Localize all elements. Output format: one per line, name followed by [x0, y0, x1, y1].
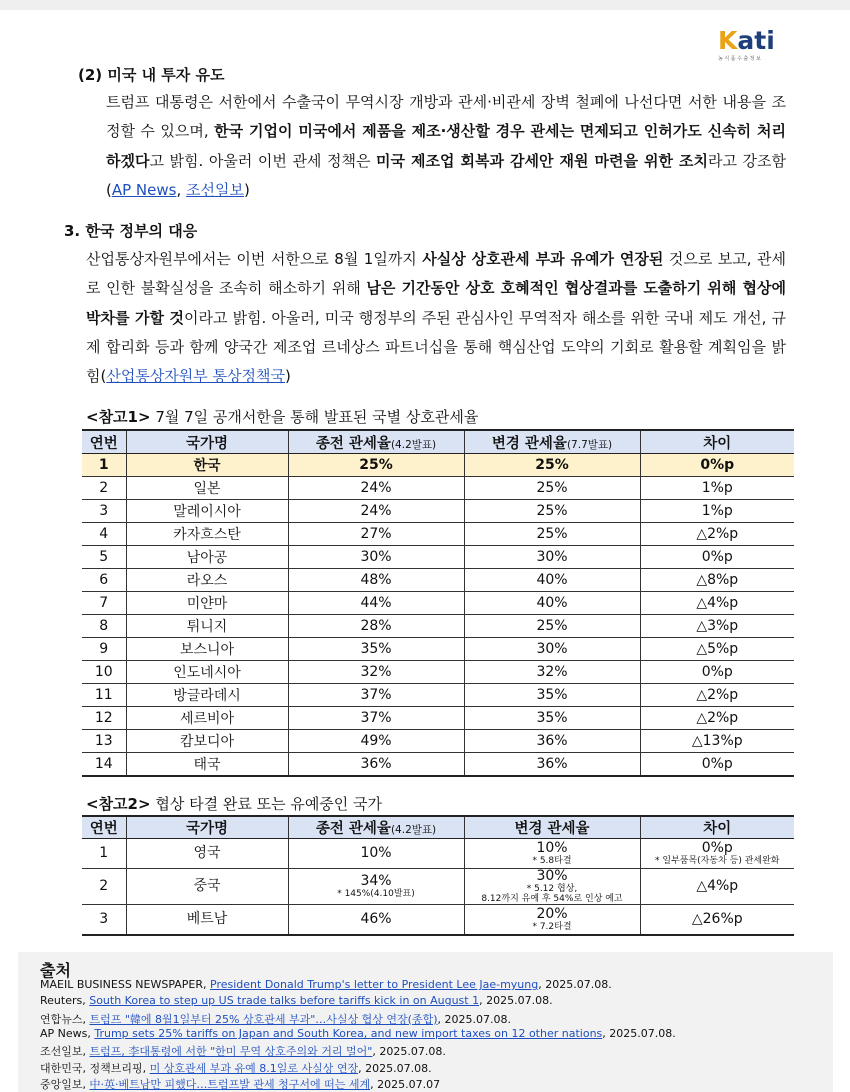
logo-tagline: 농식품수출정보	[718, 56, 763, 62]
source-link[interactable]: 트럼프 "韓에 8월1일부터 25% 상호관세 부과"…사실상 협상 연장(종합)	[89, 1012, 438, 1026]
cell-no: 11	[82, 684, 126, 707]
cell-country: 베트남	[126, 905, 288, 936]
cell-country: 남아공	[126, 546, 288, 569]
table-row	[82, 869, 794, 905]
logo-letter-k: K	[718, 26, 738, 55]
table-row	[82, 839, 794, 869]
cell-no: 10	[82, 661, 126, 684]
cell-prev-rate: 24%	[288, 477, 464, 500]
cell-prev-rate: 34% * 145%(4.10발표)	[288, 869, 464, 905]
table-row	[82, 500, 794, 523]
cell-diff: △2%p	[640, 684, 794, 707]
cell-new-rate: 40%	[464, 592, 640, 615]
cell-diff: △2%p	[640, 523, 794, 546]
cell-no: 9	[82, 638, 126, 661]
source-link[interactable]: 미 상호관세 부과 유예 8.1일로 사실상 연장	[149, 1061, 359, 1075]
cell-prev-rate: 36%	[288, 753, 464, 777]
cell-prev-rate: 44%	[288, 592, 464, 615]
top-bar	[0, 0, 850, 10]
cell-prev-rate: 10%	[288, 839, 464, 869]
cell-new-rate: 35%	[464, 684, 640, 707]
source-link[interactable]: 트럼프, 李대통령에 서한 "한미 무역 상호주의와 거리 멀어"	[89, 1045, 373, 1059]
cell-country: 일본	[126, 477, 288, 500]
cell-new-rate: 32%	[464, 661, 640, 684]
header-country: 국가명	[126, 816, 288, 839]
table-row	[82, 638, 794, 661]
table-row	[82, 730, 794, 753]
chosun-link[interactable]: 조선일보	[186, 180, 244, 199]
cell-no: 2	[82, 477, 126, 500]
cell-no: 1	[82, 839, 126, 869]
table-row	[82, 661, 794, 684]
cell-new-rate: 25%	[464, 454, 640, 477]
cell-no: 13	[82, 730, 126, 753]
cell-no: 12	[82, 707, 126, 730]
cell-no: 1	[82, 454, 126, 477]
cell-prev-rate: 37%	[288, 684, 464, 707]
table-header-row	[82, 430, 794, 454]
cell-prev-rate: 24%	[288, 500, 464, 523]
cell-no: 8	[82, 615, 126, 638]
cell-diff: 1%p	[640, 500, 794, 523]
header-new: 변경 관세율(7.7발표)	[464, 430, 640, 454]
cell-new-rate: 35%	[464, 707, 640, 730]
cell-diff: △4%p	[640, 869, 794, 905]
cell-country: 세르비아	[126, 707, 288, 730]
cell-country: 방글라데시	[126, 684, 288, 707]
cell-country: 말레이시아	[126, 500, 288, 523]
cell-country: 태국	[126, 753, 288, 777]
header-new: 변경 관세율	[464, 816, 640, 839]
cell-diff: △2%p	[640, 707, 794, 730]
cell-prev-rate: 37%	[288, 707, 464, 730]
cell-diff: △8%p	[640, 569, 794, 592]
cell-diff: 1%p	[640, 477, 794, 500]
header-no: 연번	[82, 430, 126, 454]
table-header-row	[82, 816, 794, 839]
source-item: 연합뉴스, 트럼프 "韓에 8월1일부터 25% 상호관세 부과"…사실상 협상 연장(종합), 2025.07.08.	[40, 1012, 512, 1026]
cell-prev-rate: 25%	[288, 454, 464, 477]
cell-country: 보스니아	[126, 638, 288, 661]
section-3-heading: 3. 한국 정부의 대응	[64, 222, 198, 240]
cell-diff: 0%p	[640, 546, 794, 569]
cell-no: 2	[82, 869, 126, 905]
cell-new-rate: 36%	[464, 730, 640, 753]
cell-diff: △5%p	[640, 638, 794, 661]
cell-country: 카자흐스탄	[126, 523, 288, 546]
cell-diff: △4%p	[640, 592, 794, 615]
motie-link[interactable]: 산업통상자원부 통상정책국	[106, 367, 285, 386]
kati-logo	[718, 28, 784, 66]
source-item: MAEIL BUSINESS NEWSPAPER, President Donald Trump's letter to President Lee Jae-myung, 2025.07.08.	[40, 978, 612, 991]
cell-no: 3	[82, 500, 126, 523]
table-row	[82, 523, 794, 546]
cell-no: 4	[82, 523, 126, 546]
header-country: 국가명	[126, 430, 288, 454]
cell-no: 14	[82, 753, 126, 777]
cell-new-rate: 10% * 5.8타결	[464, 839, 640, 869]
table-row	[82, 454, 794, 477]
cell-country: 튀니지	[126, 615, 288, 638]
table-row	[82, 615, 794, 638]
logo-letters: ati	[737, 26, 775, 55]
cell-prev-rate: 32%	[288, 661, 464, 684]
cell-new-rate: 30%	[464, 546, 640, 569]
cell-new-rate: 25%	[464, 477, 640, 500]
cell-prev-rate: 30%	[288, 546, 464, 569]
cell-diff: △13%p	[640, 730, 794, 753]
section-2-heading: (2) 미국 내 투자 유도	[78, 66, 225, 84]
negotiated-countries-table	[82, 815, 794, 936]
cell-prev-rate: 27%	[288, 523, 464, 546]
cell-diff: 0%p	[640, 661, 794, 684]
table-row	[82, 905, 794, 936]
cell-prev-rate: 28%	[288, 615, 464, 638]
cell-new-rate: 25%	[464, 615, 640, 638]
cell-new-rate: 30% * 5.12 협상, 8.12까지 유예 후 54%로 인상 예고	[464, 869, 640, 905]
sources-title: 출처	[40, 961, 71, 980]
source-item: AP News, Trump sets 25% tariffs on Japan and South Korea, and new import taxes on 12 other nations, 2025.07.08.	[40, 1026, 676, 1040]
header-prev: 종전 관세율(4.2발표)	[288, 816, 464, 839]
cell-country: 미얀마	[126, 592, 288, 615]
cell-new-rate: 36%	[464, 753, 640, 777]
header-diff: 차이	[640, 430, 794, 454]
reference-1-caption: <참고1> 7월 7일 공개서한을 통해 발표된 국별 상호관세율	[86, 408, 479, 426]
source-link[interactable]: South Korea to step up US trade talks before tariffs kick in on August 1	[89, 994, 480, 1008]
cell-new-rate: 25%	[464, 500, 640, 523]
table-row	[82, 753, 794, 777]
table-row	[82, 569, 794, 592]
header-no: 연번	[82, 816, 126, 839]
table-row	[82, 684, 794, 707]
sources-box	[18, 952, 833, 1092]
cell-diff: △3%p	[640, 615, 794, 638]
cell-country: 영국	[126, 839, 288, 869]
cell-diff: 0%p	[640, 454, 794, 477]
source-item: Reuters, South Korea to step up US trade talks before tariffs kick in on August 1, 2025.07.08.	[40, 994, 553, 1008]
section-2-paragraph: 트럼프 대통령은 서한에서 수출국이 무역시장 개방과 관세·비관세 장벽 철폐에 나선다면 서한 내용을 조정할 수 있으며, 한국 기업이 미국에서 제품을 제조·생산할 경우 관세는 면제되고 인허가도 신속히 처리하겠다고 밝힘. 아울러 이번 관세 정책은 미국 제조업 회복과 감세안 재원 마련을 위한 조치라고 강조함(AP News, 조선일보)	[106, 93, 787, 199]
cell-diff: 0%p * 일부품목(자동차 등) 관세완화	[640, 839, 794, 869]
table-row	[82, 592, 794, 615]
cell-no: 5	[82, 546, 126, 569]
cell-country: 중국	[126, 869, 288, 905]
section-3-paragraph: 산업통상자원부에서는 이번 서한으로 8월 1일까지 사실상 상호관세 부과 유예가 연장된 것으로 보고, 관세로 인한 불확실성을 조속히 해소하기 위해 남은 기간동안 상호 호혜적인 협상결과를 도출하기 위해 협상에 박차를 가할 것이라고 밝힘. 아울러, 미국 행정부의 주된 관심사인 무역적자 해소를 위한 국내 제도 개선, 규제 합리화 등과 함께 양국간 제조업 르네상스 파트너십을 통해 핵심산업 도약의 기회로 활용할 계획임을 밝힘(산업통상자원부 통상정책국)	[86, 250, 786, 386]
cell-prev-rate: 35%	[288, 638, 464, 661]
cell-prev-rate: 49%	[288, 730, 464, 753]
cell-new-rate: 20% * 7.2타결	[464, 905, 640, 936]
cell-new-rate: 30%	[464, 638, 640, 661]
source-link[interactable]: Trump sets 25% tariffs on Japan and South Korea, and new import taxes on 12 other nations	[94, 1026, 603, 1040]
reference-2-caption: <참고2> 협상 타결 완료 또는 유예중인 국가	[86, 795, 383, 813]
cell-prev-rate: 46%	[288, 905, 464, 936]
cell-prev-rate: 48%	[288, 569, 464, 592]
source-item: 대한민국, 정책브리핑, 미 상호관세 부과 유예 8.1일로 사실상 연장, 2025.07.08.	[40, 1061, 432, 1075]
cell-country: 인도네시아	[126, 661, 288, 684]
ap-news-link[interactable]: AP News	[111, 180, 177, 199]
cell-country: 캄보디아	[126, 730, 288, 753]
source-link[interactable]: President Donald Trump's letter to President Lee Jae-myung	[210, 978, 539, 991]
cell-diff: 0%p	[640, 753, 794, 777]
source-item: 조선일보, 트럼프, 李대통령에 서한 "한미 무역 상호주의와 거리 멀어", 2025.07.08.	[40, 1045, 446, 1059]
cell-new-rate: 25%	[464, 523, 640, 546]
table-row	[82, 546, 794, 569]
reciprocal-tariff-table	[82, 429, 794, 777]
cell-new-rate: 40%	[464, 569, 640, 592]
header-diff: 차이	[640, 816, 794, 839]
cell-country: 한국	[126, 454, 288, 477]
cell-no: 7	[82, 592, 126, 615]
table-row	[82, 477, 794, 500]
table-row	[82, 707, 794, 730]
cell-no: 3	[82, 905, 126, 936]
cell-country: 라오스	[126, 569, 288, 592]
header-prev: 종전 관세율(4.2발표)	[288, 430, 464, 454]
cell-no: 6	[82, 569, 126, 592]
source-link[interactable]: 中·英·베트남만 피했다…트럼프발 관세 청구서에 떠는 세계	[89, 1077, 371, 1091]
source-item: 중앙일보, 中·英·베트남만 피했다…트럼프발 관세 청구서에 떠는 세계, 2025.07.07	[40, 1077, 441, 1091]
cell-diff: △26%p	[640, 905, 794, 936]
